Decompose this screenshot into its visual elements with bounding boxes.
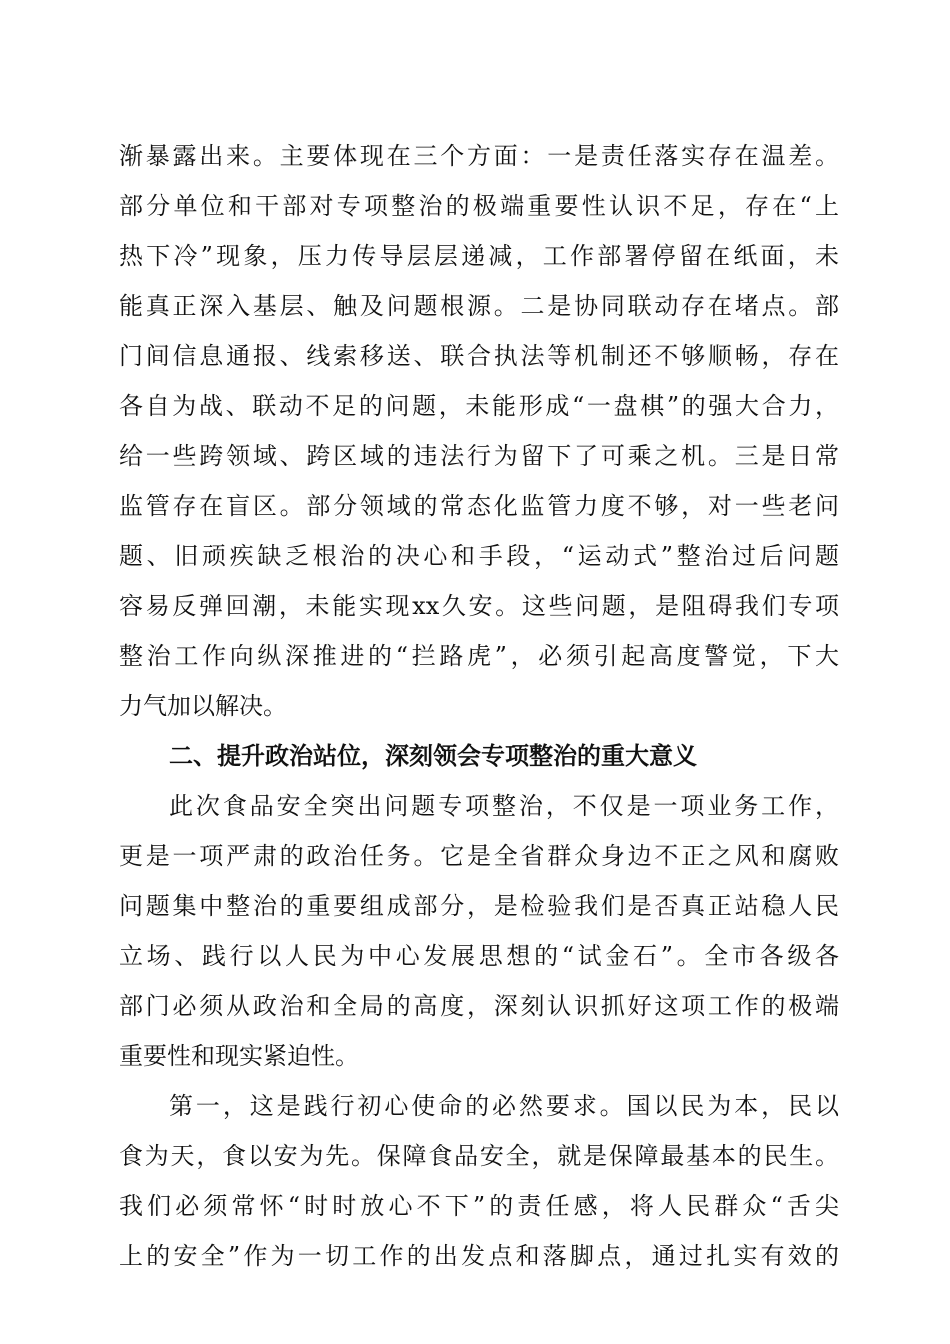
paragraph-1-line: 门间信息通报、线索移送、联合执法等机制还不够顺畅，存在 — [119, 342, 839, 370]
paragraph-2-line: 重要性和现实紧迫性。 — [119, 1042, 359, 1070]
paragraph-2-line: 部门必须从政治和全局的高度，深刻认识抓好这项工作的极端 — [119, 992, 839, 1020]
paragraph-1-line: 能真正深入基层、触及问题根源。二是协同联动存在堵点。部 — [119, 292, 839, 320]
paragraph-1-line: 部分单位和干部对专项整治的极端重要性认识不足，存在“上 — [119, 192, 839, 220]
paragraph-1-line: 渐暴露出来。主要体现在三个方面：一是责任落实存在温差。 — [119, 142, 839, 170]
paragraph-1-line: 监管存在盲区。部分领域的常态化监管力度不够，对一些老问 — [119, 492, 839, 520]
paragraph-1-line: 各自为战、联动不足的问题，未能形成“一盘棋”的强大合力， — [119, 392, 839, 420]
paragraph-1-line: 容易反弹回潮，未能实现xx久安。这些问题，是阻碍我们专项 — [119, 592, 839, 620]
paragraph-1-line: 力气加以解决。 — [119, 692, 287, 720]
paragraph-2-line: 此次食品安全突出问题专项整治，不仅是一项业务工作， — [169, 792, 839, 820]
paragraph-1-line: 整治工作向纵深推进的“拦路虎”，必须引起高度警觉，下大 — [119, 642, 839, 670]
paragraph-1-line: 题、旧顽疾缺乏根治的决心和手段，“运动式”整治过后问题 — [119, 542, 839, 570]
section-heading: 二、提升政治站位，深刻领会专项整治的重大意义 — [169, 742, 697, 770]
paragraph-2-line: 更是一项严肃的政治任务。它是全省群众身边不正之风和腐败 — [119, 842, 839, 870]
paragraph-3-line: 上的安全”作为一切工作的出发点和落脚点，通过扎实有效的 — [119, 1242, 839, 1270]
paragraph-3-line: 食为天，食以安为先。保障食品安全，就是保障最基本的民生。 — [119, 1142, 839, 1170]
paragraph-2-line: 立场、践行以人民为中心发展思想的“试金石”。全市各级各 — [119, 942, 839, 970]
paragraph-1-line: 给一些跨领域、跨区域的违法行为留下了可乘之机。三是日常 — [119, 442, 839, 470]
paragraph-3-line: 第一，这是践行初心使命的必然要求。国以民为本，民以 — [169, 1092, 839, 1120]
paragraph-3-line: 我们必须常怀“时时放心不下”的责任感，将人民群众“舌尖 — [119, 1192, 839, 1220]
paragraph-2-line: 问题集中整治的重要组成部分，是检验我们是否真正站稳人民 — [119, 892, 839, 920]
paragraph-1-line: 热下冷”现象，压力传导层层递减，工作部署停留在纸面，未 — [119, 242, 839, 270]
